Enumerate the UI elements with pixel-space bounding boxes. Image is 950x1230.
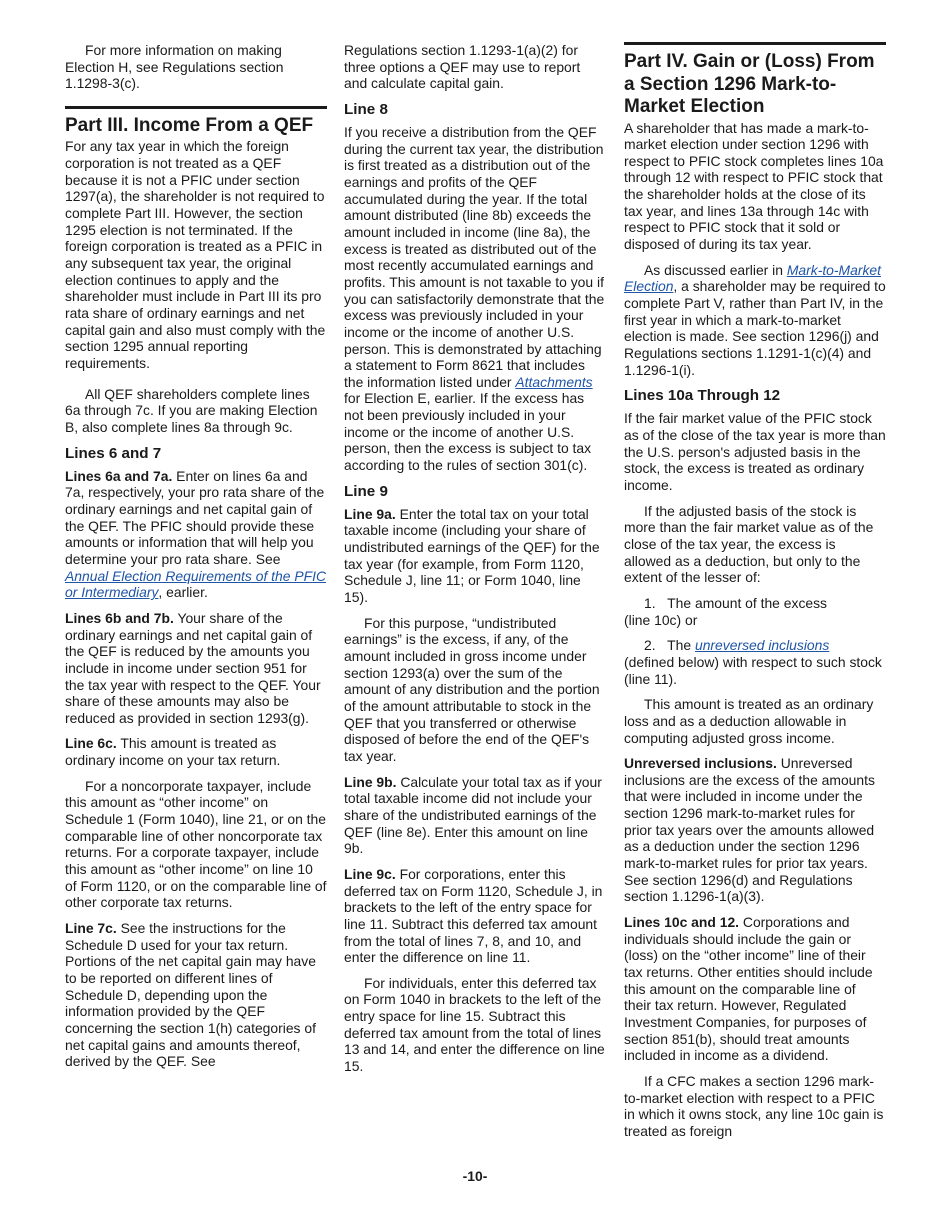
lines-10c-12-label: Lines 10c and 12.: [624, 914, 740, 931]
cfc-paragraph: If a CFC makes a section 1296 mark-to-market election with respect to a PFIC in which it owns stock, any line 10c gain is treated as foreign: [624, 1072, 884, 1139]
continued-paragraph: Regulations section 1.1293-1(a)(2) for three options a QEF may use to report and calculate capital gain.: [344, 42, 581, 92]
line-9a-paragraph: [344, 506, 606, 606]
line-6b-label: Lines 6b and 7b.: [65, 609, 174, 626]
undistributed-paragraph: For this purpose, “undistributed earnings” is the excess, if any, of the amount included in gross income under section 1293(a) over the sum of the amount of any distribution and the portion of the amount attributable to stock in the QEF that you transferred or otherwise disposed of before the end of the QEF's tax year.: [344, 614, 600, 764]
column-1: [65, 42, 327, 1079]
line-8-paragraph: [344, 124, 606, 474]
lines-10c-12-paragraph: [624, 914, 886, 1064]
list-item-2-number: 2.: [644, 637, 656, 654]
noncorporate-paragraph: For a noncorporate taxpayer, include this amount as “other income” on Schedule 1 (Form 1040), line 21, or on the comparable line of other noncorporate tax returns. For a corporate taxpayer, include this amount as “other income” on line 10 of Form 1120, or on the comparable line of other corporate tax returns.: [65, 777, 327, 911]
intro-paragraph: For more information on making Election H, see Regulations section 1.1298-3(c).: [65, 42, 284, 92]
line-9b-paragraph: [344, 774, 606, 857]
list-item-2-text: The: [667, 637, 695, 654]
mark-to-market-paragraph: A shareholder that has made a mark-to-market election under section 1296 with respect to PFIC stock completes lines 10a through 12 with respect to PFIC stock that the shareholder holds at the close of its tax year, and lines 13a through 14c with respect to PFIC stock that it sold or disposed of during its tax year.: [624, 119, 884, 253]
line-7c-label: Line 7c.: [65, 920, 117, 937]
line-7c-paragraph: [65, 920, 327, 1070]
line-9c-text: For corporations, enter this deferred tax on Form 1120, Schedule J, in brackets to the left of the entry space for line 11. Subtract this deferred tax amount from the total of lines 7, 8, and 10, and enter the difference on line 11.: [344, 865, 603, 966]
list-item-2-continued: (defined below) with respect to such stock (line 11).: [624, 653, 882, 687]
line-8-heading: Line 8: [344, 100, 388, 118]
part-4-heading: Part IV. Gain or (Loss) From a Section 1296 Mark-to-Market Election: [624, 51, 875, 117]
line-9b-text: Calculate your total tax as if your total taxable income did not include your share of the undistributed earnings of the QEF (line 8e). Enter this amount on line 9b.: [344, 773, 602, 857]
column-3: [624, 42, 886, 1149]
adjusted-basis-paragraph: If the adjusted basis of the stock is more than the fair market value as of the close of the tax year, the excess is allowed as a deduction, but only to the extent of the lesser of:: [624, 502, 874, 586]
section-rule: [65, 106, 327, 109]
unreversed-label: Unreversed inclusions.: [624, 755, 777, 772]
list-item-1-text: The amount of the excess: [667, 594, 828, 611]
lines-10c-12-text: Corporations and individuals should include the gain or (loss) on the “other income” line of their tax returns. Other entities should include this amount on the comparable line of their tax return. However, Regulated Investment Companies, for purposes of section 851(b), should treat amounts included in income as a dividend.: [624, 914, 873, 1064]
line-9c-paragraph: [344, 866, 606, 966]
unreversed-paragraph: [624, 755, 886, 905]
attachments-link[interactable]: Attachments: [515, 373, 593, 390]
lines-6-7-heading: Lines 6 and 7: [65, 444, 162, 462]
list-item-1: [624, 595, 886, 628]
line-9b-label: Line 9b.: [344, 773, 397, 790]
line-9a-label: Line 9a.: [344, 505, 396, 522]
page-number: -10-: [462, 1168, 488, 1184]
ordinary-loss-paragraph: This amount is treated as an ordinary loss and as a deduction allowable in computing adjusted gross income.: [624, 696, 874, 746]
unreversed-text: Unreversed inclusions are the excess of the amounts that were included in income under the section 1296 mark-to-market rules for prior tax years over the amounts allowed as a deduction under the section 1296 mark-to-market rules for prior tax years. See section 1296(d) and Regulations section 1.1296-1(a)(3).: [624, 755, 875, 905]
line-7c-text: See the instructions for the Schedule D used for your tax return. Portions of the net capital gain may have to be reported on different lines of Schedule D, depending upon the information provided by the QEF concerning the section 1(h) categories of net capital gains and amounts thereof, derived by the QEF. See: [65, 920, 316, 1070]
unreversed-inclusions-link[interactable]: unreversed inclusions: [694, 637, 830, 654]
discussed-text: As discussed earlier in: [644, 261, 787, 278]
individuals-paragraph: For individuals, enter this deferred tax on Form 1040 in brackets to the left of the entry space for line 15. Subtract this deferred tax amount from the total of lines 13 and 14, and enter the difference on line 15.: [344, 974, 605, 1075]
tax-year-paragraph: For any tax year in which the foreign corporation is not treated as a QEF because it is not a PFIC under section 1297(a), the shareholder is not required to complete Part III. However, the section 1295 election is not terminated. If the foreign corporation is treated as a PFIC in any subsequent tax year, the original election continues to apply and the shareholder must include in Part III its pro rata share of ordinary earnings and net capital gain and also must comply with the section 1295 annual reporting requirements.: [65, 138, 326, 371]
list-item-1-continued: (line 10c) or: [624, 611, 698, 628]
line-9c-label: Line 9c.: [344, 865, 396, 882]
mark-to-market-link[interactable]: Mark-to-Market Election: [624, 261, 881, 295]
line-6a-label: Lines 6a and 7a.: [65, 467, 173, 484]
line-6c-paragraph: [65, 735, 327, 768]
lines-10a-12-heading: Lines 10a Through 12: [624, 387, 781, 405]
all-qef-paragraph: All QEF shareholders complete lines 6a through 7c. If you are making Election B, also complete lines 8a through 9c.: [65, 385, 318, 435]
part-3-heading: Part III. Income From a QEF: [65, 114, 314, 136]
line-6b-paragraph: [65, 610, 327, 727]
line-6a-text: Enter on lines 6a and 7a, respectively, your pro rata share of the ordinary earnings and net capital gain of the QEF. The PFIC should provide these amounts or information that will help you determine your pro rata share. See: [65, 467, 325, 567]
line-6a-paragraph: [65, 468, 327, 601]
line-6c-label: Line 6c.: [65, 735, 117, 752]
line-6a-text-end: , earlier.: [158, 584, 208, 601]
annual-election-link[interactable]: Annual Election Requirements of the PFIC or Intermediary: [65, 567, 326, 601]
discussed-paragraph: [624, 262, 886, 379]
column-2: [344, 42, 606, 1084]
line-8-text-end: for Election E, earlier. If the excess has not been previously included in your income or the income of another U.S. person, then the excess is subject to tax according to the rules of section 301(c).: [344, 390, 592, 474]
section-rule: [624, 42, 886, 45]
line-9-heading: Line 9: [344, 482, 388, 500]
list-item-1-number: 1.: [644, 594, 656, 611]
fair-market-value-paragraph: If the fair market value of the PFIC stock as of the close of the tax year is more than the U.S. person's adjusted basis in the stock, the excess is treated as ordinary income.: [624, 410, 886, 493]
discussed-text-end: , a shareholder may be required to complete Part V, rather than Part IV, in the first year in which a mark-to-market election is made. See section 1296(j) and Regulations sections 1.1291-1(c)(4) and 1.1296-1(i).: [624, 278, 886, 378]
line-8-text: If you receive a distribution from the QEF during the current tax year, the distribution is first treated as a distribution out of the earnings and profits of the QEF accumulated during the year. If the total amount distributed (line 8b) exceeds the amount included in income (line 8a), the excess is treated as distributed out of the most recently accumulated earnings and profits. This amount is not taxable to you if you can satisfactorily demonstrate that the excess was previously included in your income or the income of another U.S. person. This is demonstrated by attaching a statement to Form 8621 that includes the information listed under: [344, 123, 605, 390]
line-6b-text: Your share of the ordinary earnings and net capital gain of the QEF is reduced by the amounts you include in income under section 951 for the tax year with respect to the QEF. Your share of these amounts may also be reduced as provided in section 1293(g).: [65, 609, 321, 726]
list-item-2: [624, 637, 886, 687]
line-9a-text: Enter the total tax on your total taxable income (including your share of undistributed earnings of the QEF) for the tax year (for example, from Form 1120, Schedule J, line 11; or Form 1040, line 15).: [344, 505, 600, 606]
line-6c-text: This amount is treated as ordinary income on your tax return.: [65, 735, 281, 769]
